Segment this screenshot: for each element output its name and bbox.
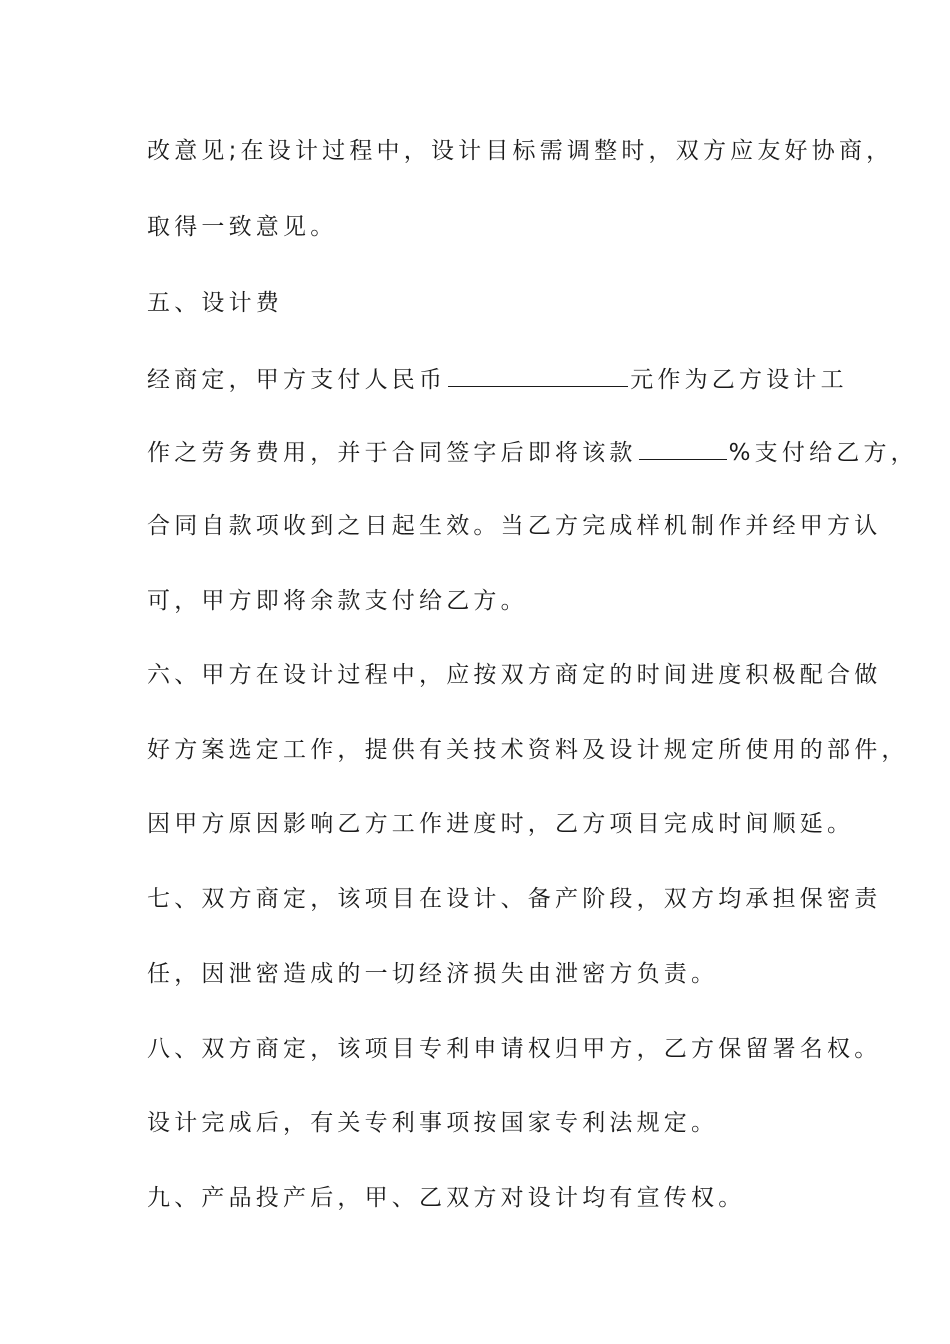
paragraph-line: 合同自款项收到之日起生效。当乙方完成样机制作并经甲方认 [147,513,882,539]
paragraph-line: 可，甲方即将余款支付给乙方。 [147,588,528,614]
fee-amount-blank [448,364,628,387]
paragraph-line: 取得一致意见。 [147,214,338,240]
text-segment: 作之劳务费用，并于合同签字后即将该款 [147,440,637,466]
paragraph-line: 好方案选定工作，提供有关技术资料及设计规定所使用的部件， [147,737,909,763]
section-nine-line: 九、产品投产后，甲、乙双方对设计均有宣传权。 [147,1185,746,1211]
section-six-line: 六、甲方在设计过程中，应按双方商定的时间进度积极配合做 [147,662,882,688]
paragraph-line [147,437,918,468]
paragraph-line: 因甲方原因影响乙方工作进度时，乙方项目完成时间顺延。 [147,811,855,837]
paragraph-line: 设计完成后，有关专利事项按国家专利法规定。 [147,1110,719,1136]
paragraph-line: 改意见;在设计过程中，设计目标需调整时，双方应友好协商， [147,138,894,164]
paragraph-line: 任，因泄密造成的一切经济损失由泄密方负责。 [147,961,719,987]
text-segment: 元作为乙方设计工 [630,367,848,393]
section-seven-line: 七、双方商定，该项目在设计、备产阶段，双方均承担保密责 [147,886,882,912]
paragraph-line [147,364,848,395]
text-segment: 经商定，甲方支付人民币 [147,367,447,393]
section-eight-line: 八、双方商定，该项目专利申请权归甲方，乙方保留署名权。 [147,1036,882,1062]
percentage-blank [639,437,727,460]
section-heading-design-fee: 五、设计费 [147,290,283,316]
text-segment: %支付给乙方， [728,440,918,466]
